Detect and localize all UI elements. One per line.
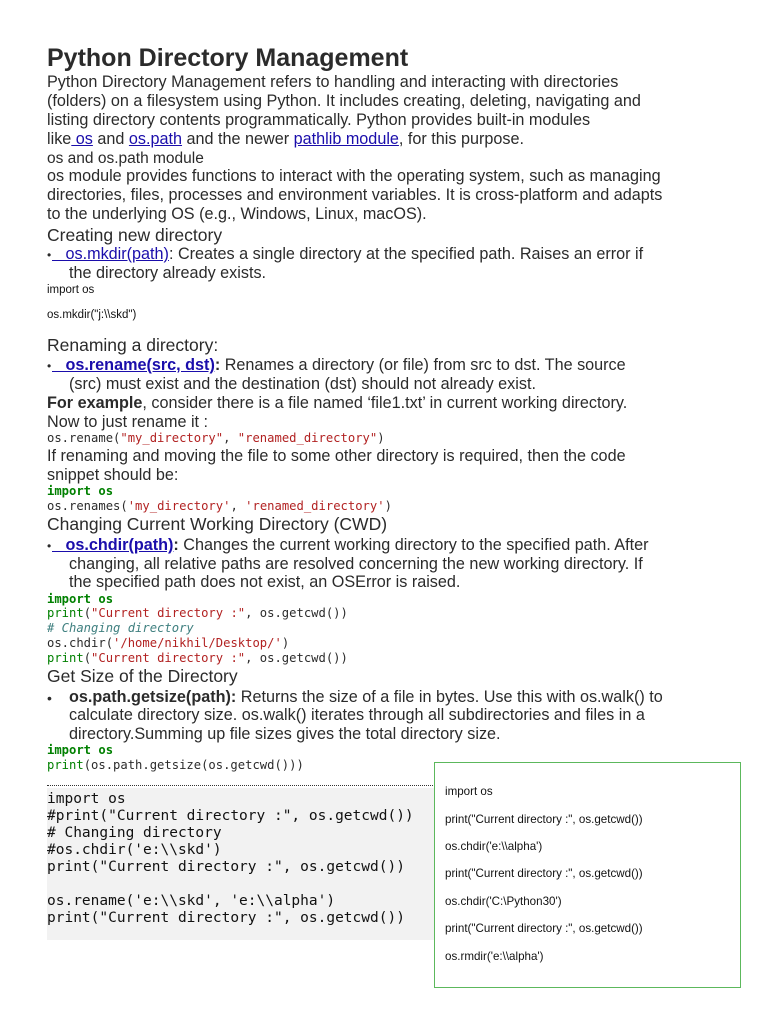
chdir-line-2: changing, all relative paths are resolved concerning the new working directory. If	[69, 555, 643, 573]
big-code-line-2: #print("Current directory :", os.getcwd())	[47, 808, 414, 824]
code-end: )	[377, 431, 385, 445]
intro-line-4	[47, 130, 524, 149]
textbox-line-2: print("Current directory :", os.getcwd())	[445, 813, 643, 826]
moving-line-1: If renaming and moving the file to some other directory is required, then the code	[47, 447, 626, 465]
textbox-line-3: os.chdir('e:\\alpha')	[445, 840, 543, 853]
big-code-line-4: #os.chdir('e:\\skd')	[47, 842, 222, 858]
intro-newer: and the newer	[182, 130, 294, 148]
mkdir-line-2: the directory already exists.	[69, 264, 267, 282]
renaming-heading: Renaming a directory:	[47, 335, 219, 355]
example-line	[47, 394, 627, 413]
chdir-line-3: the specified path does not exist, an OSError is raised.	[69, 573, 461, 591]
code-fn: os.rename(	[47, 431, 121, 445]
cwd-code-1	[47, 592, 113, 607]
code-sep: ,	[223, 431, 238, 445]
code-keyword: import	[47, 743, 92, 757]
rename-code	[47, 431, 385, 446]
code-rest: (os.path.getsize(os.getcwd()))	[83, 758, 304, 772]
rename-link[interactable]: os.rename(src, dst)	[52, 356, 215, 374]
chdir-link[interactable]: os.chdir(path)	[52, 536, 174, 554]
bullet-dot: •	[47, 539, 52, 553]
intro-and: and	[92, 130, 129, 148]
bullet-dot: •	[47, 359, 52, 373]
now-line: Now to just rename it :	[47, 413, 209, 431]
code-end: )	[384, 499, 392, 513]
moving-line-2: snippet should be:	[47, 466, 179, 484]
rename-line-1	[52, 356, 626, 375]
big-code-line-5: print("Current directory :", os.getcwd())	[47, 859, 405, 875]
mkdir-code-2: os.mkdir("j:\\skd")	[47, 309, 137, 321]
code-module: os	[91, 743, 114, 757]
dotted-separator	[47, 785, 435, 786]
module-desc-3: to the underlying OS (e.g., Windows, Linux, macOS).	[47, 205, 427, 223]
textbox-line-6: print("Current directory :", os.getcwd())	[445, 922, 643, 935]
code-string: "Current directory :"	[91, 606, 246, 620]
big-code-line-3: # Changing directory	[47, 825, 222, 841]
code-keyword: import	[47, 592, 92, 606]
cwd-code-comment: # Changing directory	[47, 621, 194, 635]
rename-line-2: (src) must exist and the destination (dst) should not already exist.	[69, 375, 536, 393]
rename-colon: :	[214, 356, 221, 374]
textbox-line-4: print("Current directory :", os.getcwd())	[445, 867, 643, 880]
mkdir-line-1	[52, 245, 643, 264]
getsize-line-2: calculate directory size. os.walk() iterates through all subdirectories and files in a	[69, 706, 645, 724]
code-string: 'my_directory'	[127, 499, 231, 513]
page-title: Python Directory Management	[47, 44, 409, 72]
mkdir-link[interactable]: os.mkdir(path)	[52, 245, 169, 263]
module-desc-1: os module provides functions to interact with the operating system, such as managing	[47, 167, 661, 185]
rename-desc: Renames a directory (or file) from src to dst. The source	[220, 356, 626, 374]
intro-line-3: listing directory contents programmatically. Python provides built-in modules	[47, 111, 591, 129]
code-rest: , os.getcwd())	[245, 651, 348, 665]
textbox-line-5: os.chdir('C:\Python30')	[445, 895, 562, 908]
os-path-link[interactable]: os.path	[128, 130, 183, 148]
size-code-2	[47, 758, 304, 773]
renames-code-2	[47, 499, 392, 514]
code-string: "renamed_directory"	[237, 431, 378, 445]
code-fn: os.chdir(	[47, 636, 114, 650]
module-desc-2: directories, files, processes and environment variables. It is cross-platform and adapts	[47, 186, 663, 204]
getsize-line-1	[69, 688, 663, 707]
code-string: '/home/nikhil/Desktop/'	[113, 636, 282, 650]
cwd-code-4	[47, 636, 289, 651]
code-print: print	[47, 606, 84, 620]
pathlib-link[interactable]: pathlib module	[293, 130, 399, 148]
intro-line-2: (folders) on a filesystem using Python. It includes creating, deleting, navigating and	[47, 92, 641, 110]
code-paren: (	[83, 606, 92, 620]
code-rest: , os.getcwd())	[245, 606, 348, 620]
chdir-colon: :	[173, 536, 179, 554]
code-string: "Current directory :"	[91, 651, 246, 665]
textbox-line-7: os.rmdir('e:\\alpha')	[445, 950, 544, 963]
code-string: "my_directory"	[120, 431, 224, 445]
big-code-line-7: os.rename('e:\\skd', 'e:\\alpha')	[47, 893, 336, 909]
mkdir-desc: : Creates a single directory at the specified path. Raises an error if	[168, 245, 644, 263]
code-end: )	[281, 636, 290, 650]
code-sep: ,	[230, 499, 246, 513]
chdir-line-1	[52, 536, 649, 555]
intro-line-1: Python Directory Management refers to handling and interacting with directories	[47, 73, 619, 91]
code-textbox	[434, 762, 741, 988]
code-fn: os.renames(	[47, 499, 128, 513]
code-module: os	[91, 592, 114, 606]
cwd-code-2	[47, 606, 348, 621]
cwd-code-5	[47, 651, 348, 666]
example-rest: , consider there is a file named ‘file1.txt’ in current working directory.	[142, 394, 628, 412]
cwd-heading: Changing Current Working Directory (CWD)	[47, 514, 388, 534]
renames-code-1	[47, 484, 113, 499]
intro-like: like	[47, 130, 72, 148]
creating-heading: Creating new directory	[47, 225, 223, 245]
big-code-line-1: import os	[47, 791, 126, 807]
getsize-line-3: directory.Summing up file sizes gives the total directory size.	[69, 725, 501, 743]
getsize-desc: Returns the size of a file in bytes. Use this with os.walk() to	[236, 688, 663, 706]
example-bold: For example	[47, 394, 143, 412]
module-heading: os and os.path module	[47, 150, 204, 167]
big-code-line-8: print("Current directory :", os.getcwd())	[47, 910, 405, 926]
textbox-line-1: import os	[445, 785, 493, 798]
code-print: print	[47, 758, 84, 772]
size-heading: Get Size of the Directory	[47, 666, 238, 686]
code-paren: (	[83, 651, 92, 665]
code-keyword: import	[47, 484, 92, 498]
mkdir-code-1: import os	[47, 284, 95, 296]
code-string: 'renamed_directory'	[245, 499, 385, 513]
os-link[interactable]: os	[71, 130, 93, 148]
intro-purpose: , for this purpose.	[398, 130, 524, 148]
bullet-dot: •	[47, 690, 52, 706]
code-module: os	[91, 484, 114, 498]
size-code-1	[47, 743, 113, 758]
getsize-bold: os.path.getsize(path):	[69, 688, 237, 706]
bullet-dot: •	[47, 248, 52, 262]
code-print: print	[47, 651, 84, 665]
chdir-desc: Changes the current working directory to the specified path. After	[178, 536, 649, 554]
